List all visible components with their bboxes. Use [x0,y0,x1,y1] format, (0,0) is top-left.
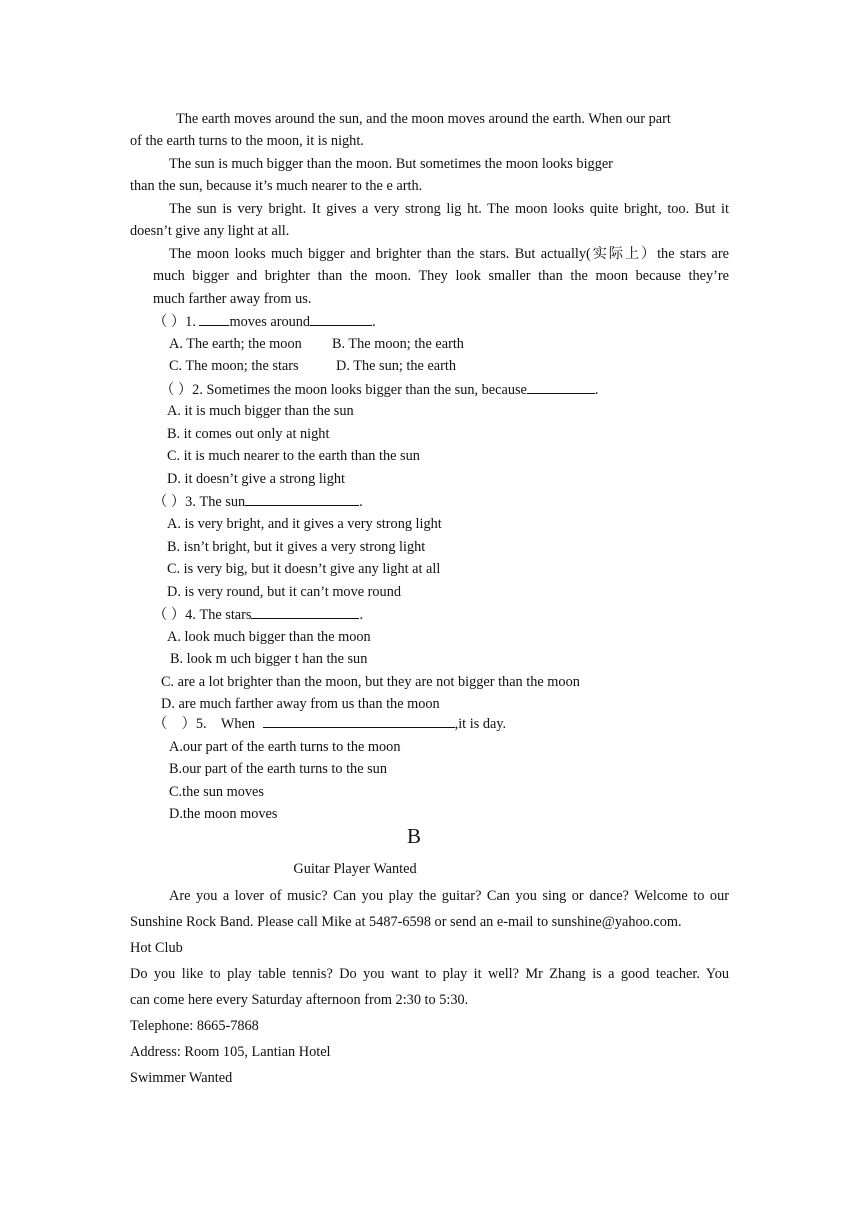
question-4-text: The stars [199,607,252,623]
q4-option-d: D. are much farther away from us than the moon [161,696,440,712]
q1-option-a: A. The earth; the moon [169,336,302,352]
ad1-title: Guitar Player Wanted [293,861,417,877]
q2-option-b: B. it comes out only at night [167,426,330,442]
answer-blank [245,492,359,506]
answer-blank [199,312,229,326]
question-1-text: moves around [229,314,311,330]
q3-option-b: B. isn’t bright, but it gives a very strong light [167,539,426,555]
question-1 [153,312,376,331]
ad2-title: Hot Club [130,940,183,956]
question-3-prefix: （ ）3. [153,494,200,510]
question-5-end: ,it is day. [454,716,507,732]
question-3 [153,492,363,511]
q1-option-d: D. The sun; the earth [336,358,457,374]
section-b-heading: B [406,824,421,848]
question-2 [160,380,598,399]
q4-option-c: C. are a lot brighter than the moon, but they are not bigger than the moon [161,674,580,690]
question-2-text: Sometimes the moon looks bigger than the sun, because [206,382,527,398]
question-5 [153,714,506,733]
ad2-line2: can come here every Saturday afternoon from 2:30 to 5:30. [130,992,469,1008]
question-3-text: The sun [199,494,246,510]
q1-option-c: C. The moon; the stars [169,358,299,374]
q4-option-b: B. look m uch bigger t han the sun [170,651,368,667]
q3-option-a: A. is very bright, and it gives a very strong light [167,516,442,532]
q2-option-d: D. it doesn’t give a strong light [167,471,346,487]
passage-a-p4-line1: The moon looks much bigger and brighter than the stars. But actually(实际上）the stars are [169,246,729,262]
question-1-end: . [372,314,376,330]
question-3-end: . [359,494,363,510]
passage-a-p3-line1: The sun is very bright. It gives a very strong lig ht. The moon looks quite bright, too. But it [169,201,729,217]
passage-a-p1-line1: The earth moves around the sun, and the moon moves around the earth. When our part [176,111,671,127]
ad3-title: Swimmer Wanted [130,1070,233,1086]
q5-option-a: A.our part of the earth turns to the moon [169,739,401,755]
q5-option-c: C.the sun moves [169,784,264,800]
question-1-prefix: （ ）1. [153,314,200,330]
question-5-text: When [220,716,259,732]
question-5-prefix: （ ）5. [153,716,221,732]
q3-option-c: C. is very big, but it doesn’t give any light at all [167,561,441,577]
question-2-end: . [594,382,599,398]
passage-a-p4-line2: much bigger and brighter than the moon. They look smaller than the moon because they’re [153,268,729,284]
ad2-line1: Do you like to play table tennis? Do you want to play it well? Mr Zhang is a good teacher. You [130,966,729,982]
answer-blank [263,714,455,728]
passage-a-p3-line2: doesn’t give any light at all. [130,223,290,239]
answer-blank [310,312,372,326]
q4-option-a: A. look much bigger than the moon [167,629,371,645]
question-4 [153,605,363,624]
ad1-line2: Sunshine Rock Band. Please call Mike at 5487-6598 or send an e-mail to sunshine@yahoo.com. [130,914,682,930]
ad1-line1: Are you a lover of music? Can you play the guitar? Can you sing or dance? Welcome to our [169,888,729,904]
answer-blank [251,605,359,619]
q5-option-b: B.our part of the earth turns to the sun [169,761,387,777]
question-2-prefix: （ ）2. [160,382,207,398]
q1-option-b: B. The moon; the earth [332,336,464,352]
ad2-phone: Telephone: 8665-7868 [130,1018,259,1034]
passage-a-p2-line1: The sun is much bigger than the moon. But sometimes the moon looks bigger [169,156,613,172]
q3-option-d: D. is very round, but it can’t move round [167,584,402,600]
passage-a-p1-line2: of the earth turns to the moon, it is night. [130,133,364,149]
q2-option-c: C. it is much nearer to the earth than the sun [167,448,420,464]
question-4-prefix: （ ）4. [153,607,200,623]
passage-a-p4-line3: much farther away from us. [153,291,312,307]
passage-a-p2-line2: than the sun, because it’s much nearer to the e arth. [130,178,423,194]
ad2-address: Address: Room 105, Lantian Hotel [130,1044,331,1060]
q5-option-d: D.the moon moves [169,806,278,822]
q2-option-a: A. it is much bigger than the sun [167,403,354,419]
question-4-end: . [359,607,364,623]
answer-blank [527,380,595,394]
